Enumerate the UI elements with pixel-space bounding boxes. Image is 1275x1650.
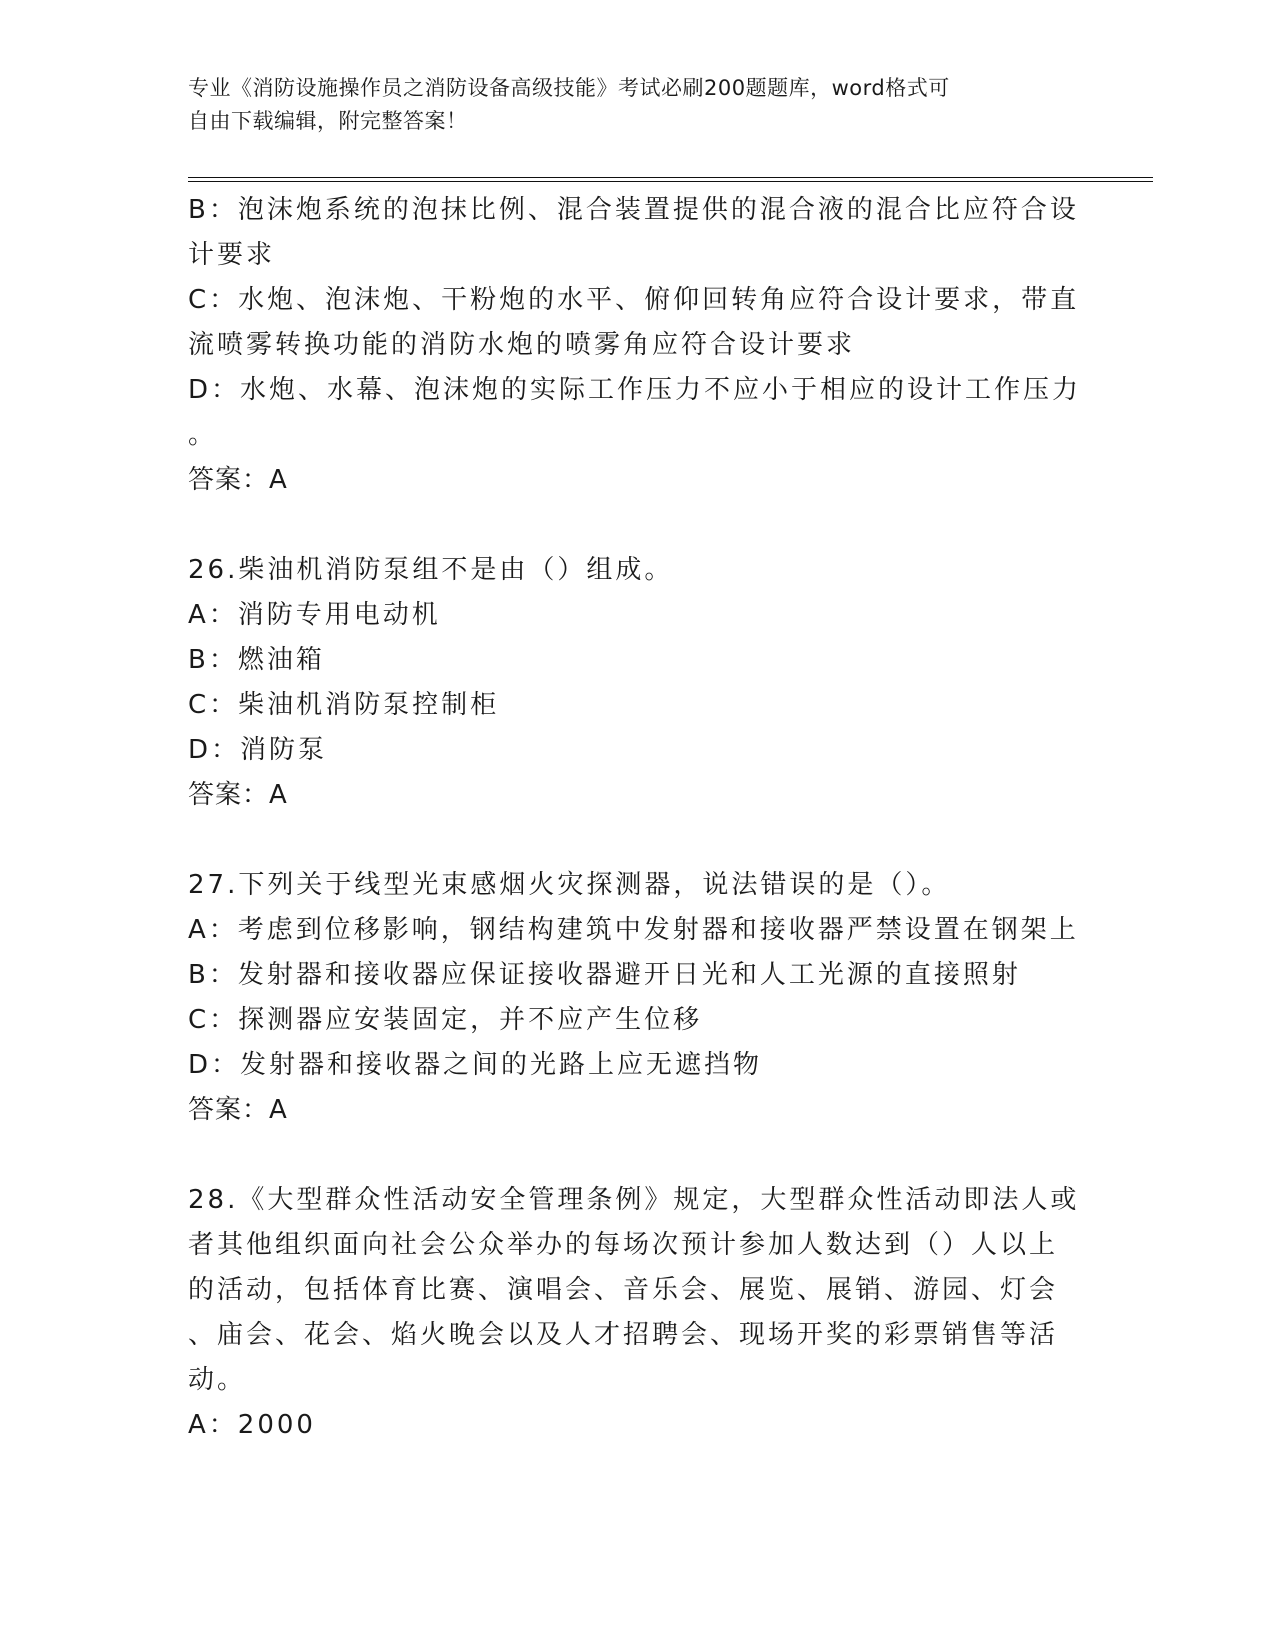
answer-line: 答案：A <box>188 780 288 810</box>
header-line: 自由下载编辑，附完整答案！ <box>188 109 468 133</box>
header-divider <box>188 177 1153 178</box>
option-d: D：发射器和接收器之间的光路上应无遮挡物 <box>188 1050 763 1080</box>
question-block <box>188 188 1088 503</box>
question-block <box>188 1178 1088 1448</box>
option-a: A：考虑到位移影响，钢结构建筑中发射器和接收器严禁设置在钢架上 <box>188 915 1079 945</box>
option-b: 计要求 <box>188 240 276 270</box>
question-block <box>188 863 1088 1133</box>
option-c: C：柴油机消防泵控制柜 <box>188 690 500 720</box>
option-d: D：消防泵 <box>188 735 328 765</box>
question-content <box>188 188 1088 1448</box>
answer-line: 答案：A <box>188 465 288 495</box>
option-b: B：发射器和接收器应保证接收器避开日光和人工光源的直接照射 <box>188 960 1021 990</box>
question-stem: 动。 <box>188 1365 247 1395</box>
question-stem: 、庙会、花会、焰火晚会以及人才招聘会、现场开奖的彩票销售等活 <box>188 1320 1059 1350</box>
option-b: B：燃油箱 <box>188 645 325 675</box>
option-d: D：水炮、水幕、泡沫炮的实际工作压力不应小于相应的设计工作压力 <box>188 375 1082 405</box>
option-a: A：消防专用电动机 <box>188 600 441 630</box>
option-c: C：探测器应安装固定，并不应产生位移 <box>188 1005 703 1035</box>
page-header <box>188 72 1068 138</box>
option-a: A：2000 <box>188 1410 316 1440</box>
header-divider <box>188 181 1153 182</box>
question-stem: 27.下列关于线型光束感烟火灾探测器，说法错误的是（）。 <box>188 870 951 900</box>
option-c: C：水炮、泡沫炮、干粉炮的水平、俯仰回转角应符合设计要求，带直 <box>188 285 1080 315</box>
question-stem: 的活动，包括体育比赛、演唱会、音乐会、展览、展销、游园、灯会 <box>188 1275 1059 1305</box>
option-d: 。 <box>188 420 218 450</box>
question-stem: 28.《大型群众性活动安全管理条例》规定，大型群众性活动即法人或 <box>188 1185 1080 1215</box>
option-c: 流喷雾转换功能的消防水炮的喷雾角应符合设计要求 <box>188 330 856 360</box>
question-block <box>188 548 1088 818</box>
header-line: 专业《消防设施操作员之消防设备高级技能》考试必刷200题题库，word格式可 <box>188 76 950 100</box>
answer-line: 答案：A <box>188 1095 288 1125</box>
question-stem: 26.柴油机消防泵组不是由（）组成。 <box>188 555 674 585</box>
option-b: B：泡沫炮系统的泡抹比例、混合装置提供的混合液的混合比应符合设 <box>188 195 1079 225</box>
question-stem: 者其他组织面向社会公众举办的每场次预计参加人数达到（）人以上 <box>188 1230 1059 1260</box>
